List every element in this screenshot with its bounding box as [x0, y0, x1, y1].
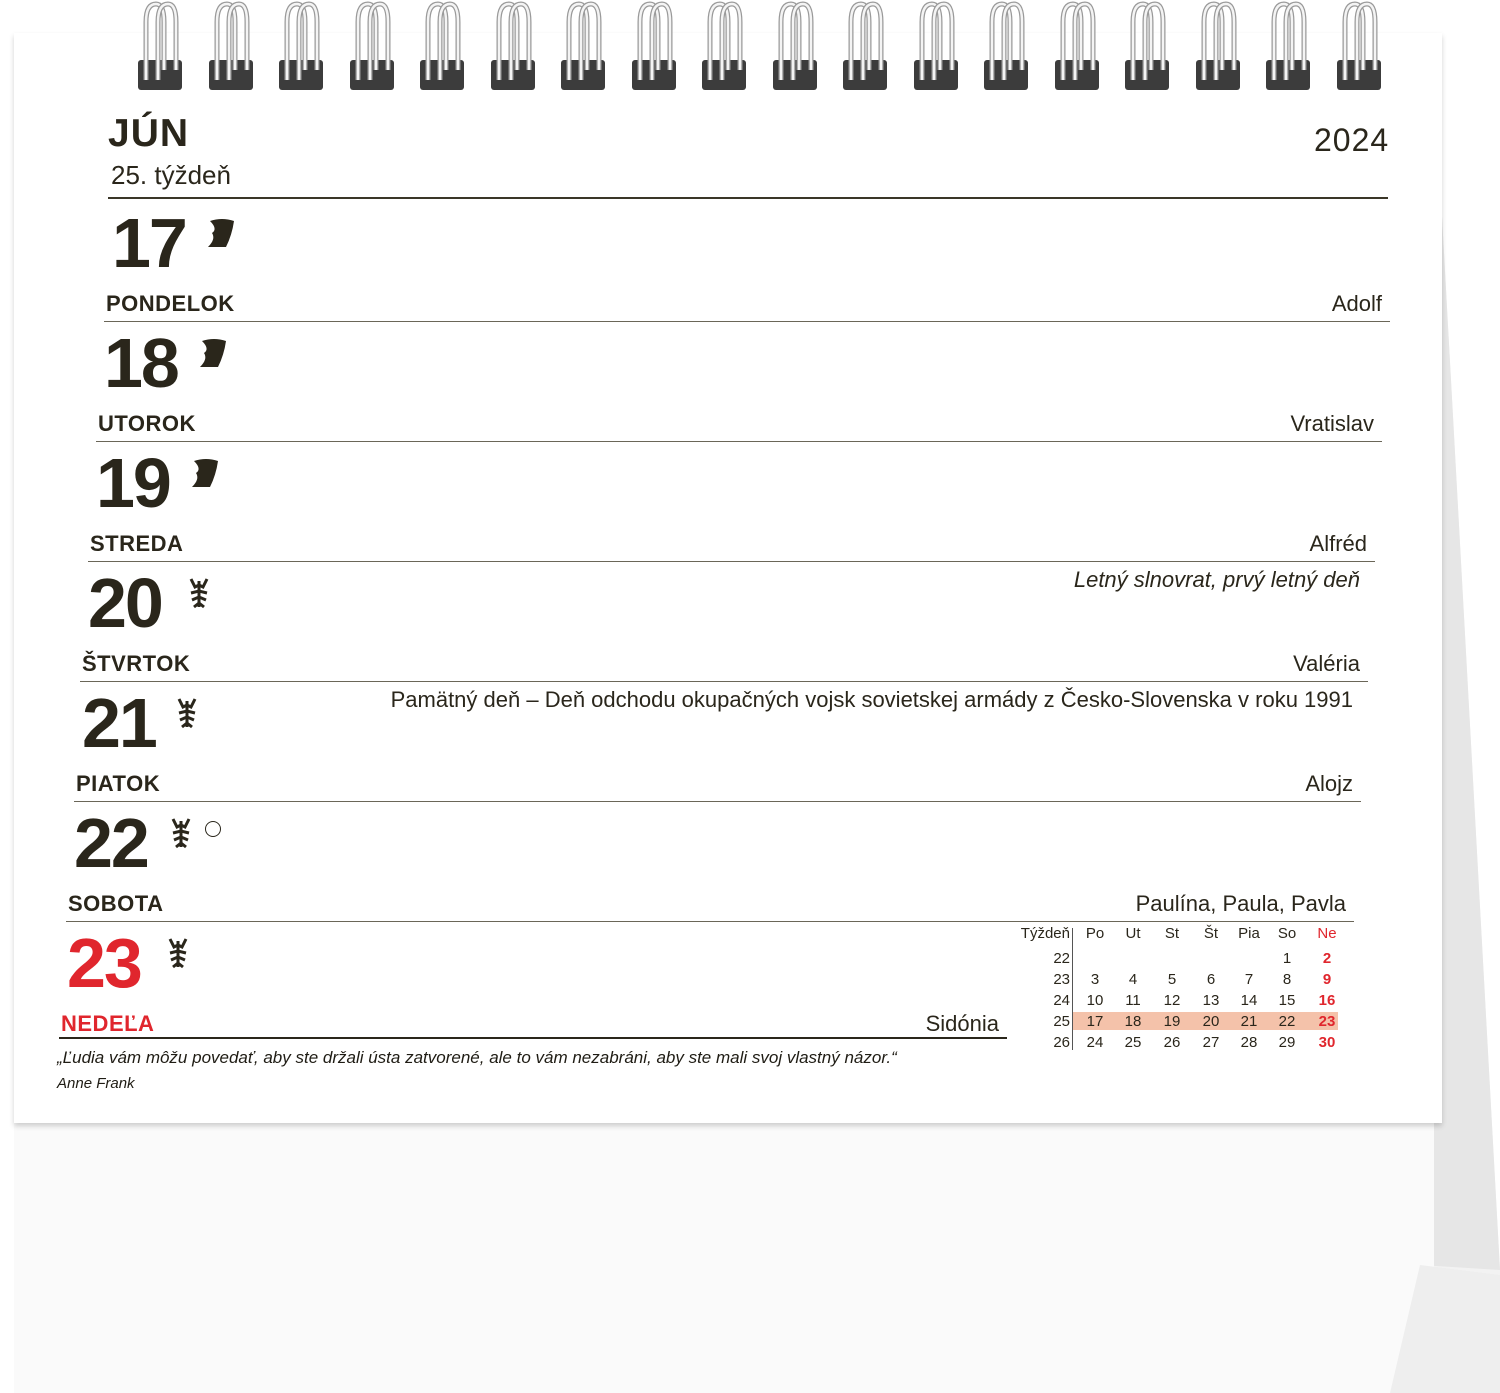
spiral-coil: [702, 0, 746, 94]
day-block-23: [61, 923, 999, 1043]
week-number-cell: 22: [1053, 950, 1070, 967]
date-cell: 8: [1282, 971, 1292, 988]
memorial-note: Pamätný deň – Deň odchodu okupačných vojsk sovietskej armády z Česko-Slovenska v roku 1991: [390, 687, 1353, 712]
date-cell: 12: [1163, 992, 1181, 1009]
date-cell: 21: [1240, 1013, 1258, 1030]
gemini-icon: [188, 455, 222, 493]
nameday-label: Vratislav: [1290, 411, 1374, 436]
spiral-coil: [350, 0, 394, 94]
date-cell: 23: [1318, 1013, 1336, 1030]
gemini-icon: [196, 335, 230, 373]
header-divider: [108, 197, 1388, 199]
weekday-header: So: [1277, 925, 1297, 942]
date-cell: 24: [1086, 1034, 1104, 1051]
cancer-icon: [182, 575, 216, 613]
spiral-coil: [632, 0, 676, 94]
date-cell: 28: [1240, 1034, 1258, 1051]
spiral-coil: [420, 0, 464, 94]
spiral-coil: [561, 0, 605, 94]
cancer-icon: [161, 935, 195, 973]
week-number-cell: 25: [1053, 1013, 1070, 1030]
spiral-coil: [491, 0, 535, 94]
day-number: 20: [88, 564, 162, 642]
spiral-coil: [843, 0, 887, 94]
day-block-20: [82, 563, 1360, 683]
date-cell: 6: [1206, 971, 1216, 988]
nameday-label: Adolf: [1331, 291, 1382, 316]
quote-author: Anne Frank: [57, 1075, 135, 1092]
date-cell: 9: [1322, 971, 1332, 988]
date-cell: 16: [1318, 992, 1336, 1009]
weekday-header: Ne: [1317, 925, 1337, 942]
full-moon-icon: [205, 821, 221, 837]
week-number-cell: 24: [1053, 992, 1070, 1009]
date-cell: 22: [1278, 1013, 1296, 1030]
gemini-icon: [204, 215, 238, 253]
weekday-label: PIATOK: [76, 771, 161, 796]
date-cell: 25: [1124, 1034, 1142, 1051]
date-cell: 27: [1202, 1034, 1220, 1051]
spiral-coil: [279, 0, 323, 94]
date-cell: 20: [1202, 1013, 1220, 1030]
spiral-coil: [984, 0, 1028, 94]
spiral-coil: [138, 0, 182, 94]
day-number: 23: [67, 924, 141, 1002]
date-cell: 1: [1282, 950, 1292, 967]
nameday-label: Valéria: [1293, 651, 1360, 676]
date-cell: 2: [1322, 950, 1332, 967]
date-cell: 19: [1163, 1013, 1181, 1030]
spiral-coil: [1196, 0, 1240, 94]
date-cell: 4: [1128, 971, 1138, 988]
date-cell: 5: [1167, 971, 1177, 988]
date-cell: 11: [1125, 992, 1141, 1009]
weekday-header: St: [1164, 925, 1180, 942]
cancer-icon: [170, 695, 204, 733]
weekday-label: UTOROK: [98, 411, 196, 436]
day-block-18: [98, 323, 1374, 443]
spiral-coil: [1266, 0, 1310, 94]
weekday-header: Št: [1203, 925, 1219, 942]
spiral-binding: [0, 0, 1500, 100]
week-number-cell: 23: [1053, 971, 1070, 988]
date-cell: 30: [1318, 1034, 1336, 1051]
holiday-note: Letný slnovrat, prvý letný deň: [1073, 567, 1360, 592]
day-divider: [88, 561, 1375, 562]
day-number: 17: [112, 204, 186, 282]
quote-text: „Ľudia vám môžu povedať, aby ste držali ústa zatvorené, ale to vám nezabráni, aby ste mali svoj vlastný názor.“: [57, 1048, 897, 1067]
date-cell: 10: [1086, 992, 1104, 1009]
nameday-label: Sidónia: [925, 1011, 999, 1036]
day-number: 21: [82, 684, 156, 762]
day-number: 22: [74, 804, 148, 882]
date-cell: 26: [1163, 1034, 1181, 1051]
weekday-label: NEDEĽA: [61, 1011, 155, 1036]
date-cell: 15: [1278, 992, 1296, 1009]
date-cell: 13: [1202, 992, 1220, 1009]
weekday-label: SOBOTA: [68, 891, 164, 916]
day-divider: [59, 1037, 1007, 1039]
weekday-header: Pia: [1238, 925, 1260, 942]
day-number: 19: [96, 444, 170, 522]
weekday-header: Po: [1085, 925, 1105, 942]
date-cell: 29: [1278, 1034, 1296, 1051]
weekday-label: ŠTVRTOK: [82, 651, 191, 676]
day-divider: [104, 321, 1390, 322]
date-cell: 14: [1240, 992, 1258, 1009]
day-number: 18: [104, 324, 178, 402]
nameday-label: Alfréd: [1309, 531, 1367, 556]
day-block-21: [76, 683, 1353, 803]
day-divider: [74, 801, 1361, 802]
date-cell: 17: [1086, 1013, 1104, 1030]
weekday-label: PONDELOK: [106, 291, 235, 316]
nameday-label: Paulína, Paula, Pavla: [1135, 891, 1346, 916]
week-column-header: Týždeň: [1020, 925, 1070, 942]
spiral-coil: [1337, 0, 1381, 94]
day-block-17: [106, 203, 1382, 323]
spiral-coil: [1055, 0, 1099, 94]
spiral-coil: [1125, 0, 1169, 94]
date-cell: 18: [1124, 1013, 1142, 1030]
week-column-divider: [1072, 928, 1073, 1050]
day-block-19: [90, 443, 1367, 563]
mini-calendar: [1010, 922, 1350, 1054]
week-number: 25. týždeň: [111, 160, 231, 190]
month-title: JÚN: [108, 112, 190, 155]
spiral-coil: [773, 0, 817, 94]
date-cell: 3: [1090, 971, 1100, 988]
spiral-coil: [209, 0, 253, 94]
week-number-cell: 26: [1053, 1034, 1070, 1051]
day-divider: [80, 681, 1368, 682]
cancer-icon: [164, 815, 198, 853]
day-divider: [96, 441, 1382, 442]
year-label: 2024: [1314, 122, 1390, 158]
weekday-header: Ut: [1125, 925, 1141, 942]
nameday-label: Alojz: [1305, 771, 1353, 796]
day-block-22: [68, 803, 1346, 923]
weekday-label: STREDA: [90, 531, 184, 556]
date-cell: 7: [1244, 971, 1254, 988]
spiral-coil: [914, 0, 958, 94]
